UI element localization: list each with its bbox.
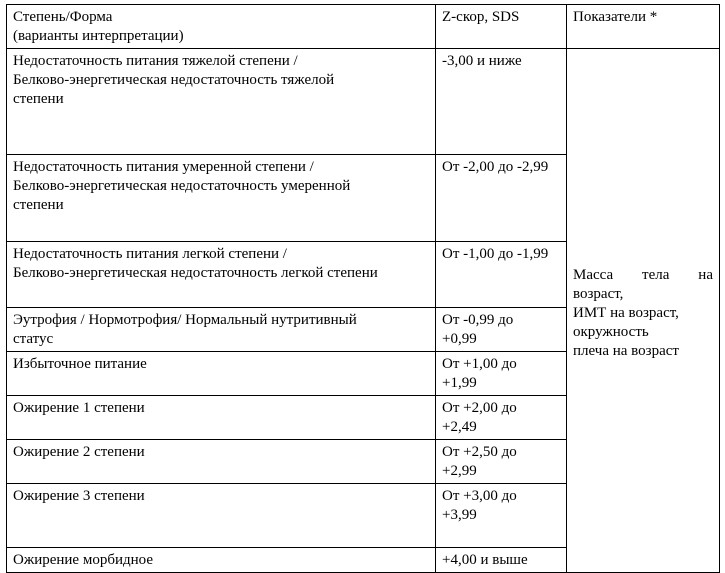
indicators-cell	[567, 49, 720, 573]
zscore-cell: От -0,99 до +0,99	[436, 308, 567, 352]
form-cell: Эутрофия / Нормотрофия/ Нормальный нутритивный статус	[7, 308, 436, 352]
zscore-cell: От -2,00 до -2,99	[436, 155, 567, 242]
zscore-cell: От +1,00 до +1,99	[436, 352, 567, 396]
form-cell: Недостаточность питания легкой степени / Белково-энергетическая недостаточность легкой степени	[7, 242, 436, 308]
indicators-rest: возраст, ИМТ на возраст, окружность плеча на возраст	[573, 285, 679, 359]
zscore-cell: От +2,50 до +2,99	[436, 440, 567, 484]
indicators-line1: Масса тела на	[573, 266, 713, 283]
form-cell: Ожирение 3 степени	[7, 484, 436, 548]
header-indicators: Показатели *	[567, 5, 720, 49]
form-cell: Избыточное питание	[7, 352, 436, 396]
zscore-cell: +4,00 и выше	[436, 548, 567, 573]
header-row	[7, 5, 720, 49]
form-cell: Ожирение морбидное	[7, 548, 436, 573]
zscore-cell: От +3,00 до +3,99	[436, 484, 567, 548]
form-cell: Ожирение 1 степени	[7, 396, 436, 440]
header-form: Степень/Форма (варианты интерпретации)	[7, 5, 436, 49]
table-row	[7, 49, 720, 155]
zscore-cell: -3,00 и ниже	[436, 49, 567, 155]
form-cell: Ожирение 2 степени	[7, 440, 436, 484]
zscore-cell: От -1,00 до -1,99	[436, 242, 567, 308]
zscore-cell: От +2,00 до +2,49	[436, 396, 567, 440]
form-cell: Недостаточность питания умеренной степени / Белково-энергетическая недостаточность умеренной степени	[7, 155, 436, 242]
form-cell: Недостаточность питания тяжелой степени / Белково-энергетическая недостаточность тяжелой степени	[7, 49, 436, 155]
nutrition-status-table	[6, 4, 720, 573]
header-zscore: Z-скор, SDS	[436, 5, 567, 49]
